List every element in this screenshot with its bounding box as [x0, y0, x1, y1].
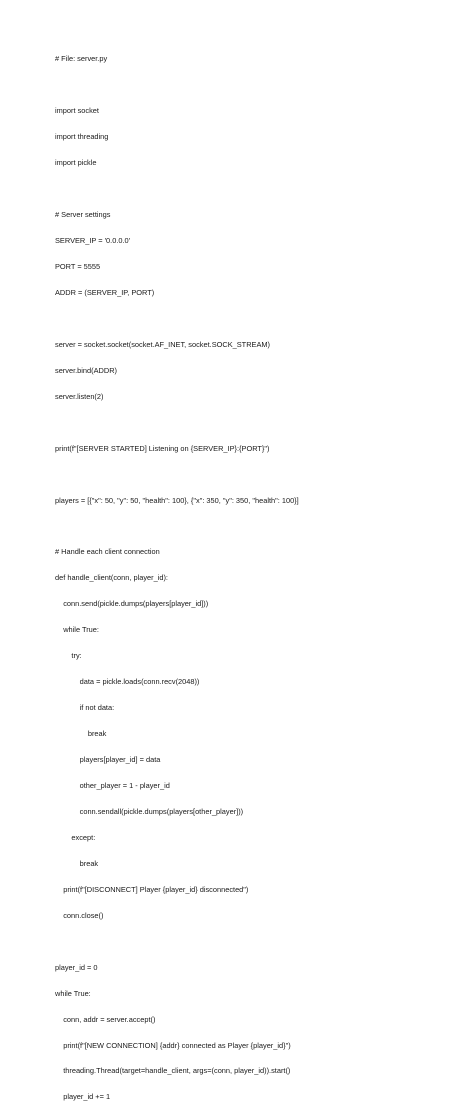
code-line — [55, 938, 445, 947]
code-line: conn, addr = server.accept() — [55, 1014, 156, 1024]
code-line — [55, 185, 445, 194]
code-line: import threading — [55, 132, 109, 142]
code-line: server.bind(ADDR) — [55, 365, 118, 375]
code-line: server.listen(2) — [55, 391, 104, 401]
code-line: # File: server.py — [55, 54, 108, 64]
code-line: server = socket.socket(socket.AF_INET, socket.SOCK_STREAM) — [55, 339, 271, 349]
code-line: players = [{"x": 50, "y": 50, "health": 100}, {"x": 350, "y": 350, "health": 100}] — [55, 495, 299, 505]
code-line: print(f"[SERVER STARTED] Listening on {SERVER_IP}:{PORT}") — [55, 443, 270, 453]
code-line: except: — [55, 832, 96, 842]
code-line: threading.Thread(target=handle_client, args=(conn, player_id)).start() — [55, 1066, 291, 1076]
code-line: player_id = 0 — [55, 962, 98, 972]
code-line: import pickle — [55, 158, 97, 168]
code-line — [55, 315, 445, 324]
code-line: # Handle each client connection — [55, 547, 160, 557]
code-line: SERVER_IP = '0.0.0.0' — [55, 235, 131, 245]
code-line: break — [55, 858, 99, 868]
code-line — [55, 419, 445, 428]
code-line: def handle_client(conn, player_id): — [55, 573, 168, 583]
code-line: try: — [55, 651, 82, 661]
code-line: while True: — [55, 625, 99, 635]
code-line: print(f"[DISCONNECT] Player {player_id} disconnected") — [55, 884, 249, 894]
code-line: player_id += 1 — [55, 1092, 111, 1102]
code-line: ADDR = (SERVER_IP, PORT) — [55, 287, 155, 297]
code-line: while True: — [55, 988, 91, 998]
code-line — [55, 81, 445, 90]
code-line: players[player_id] = data — [55, 755, 161, 765]
code-line: other_player = 1 - player_id — [55, 781, 170, 790]
code-line — [55, 522, 445, 531]
code-line: break — [55, 729, 107, 739]
code-line: import socket — [55, 106, 99, 116]
code-line: conn.send(pickle.dumps(players[player_id])) — [55, 599, 209, 609]
code-line: if not data: — [55, 703, 115, 713]
code-line: # Server settings — [55, 210, 111, 220]
code-line: conn.close() — [55, 910, 104, 920]
code-line: PORT = 5555 — [55, 261, 101, 271]
code-line — [55, 471, 445, 480]
code-line: data = pickle.loads(conn.recv(2048)) — [55, 677, 200, 687]
code-line: conn.sendall(pickle.dumps(players[other_player])) — [55, 806, 244, 816]
code-listing — [55, 38, 445, 1119]
code-line: print(f"[NEW CONNECTION] {addr} connected as Player {player_id}") — [55, 1040, 291, 1050]
